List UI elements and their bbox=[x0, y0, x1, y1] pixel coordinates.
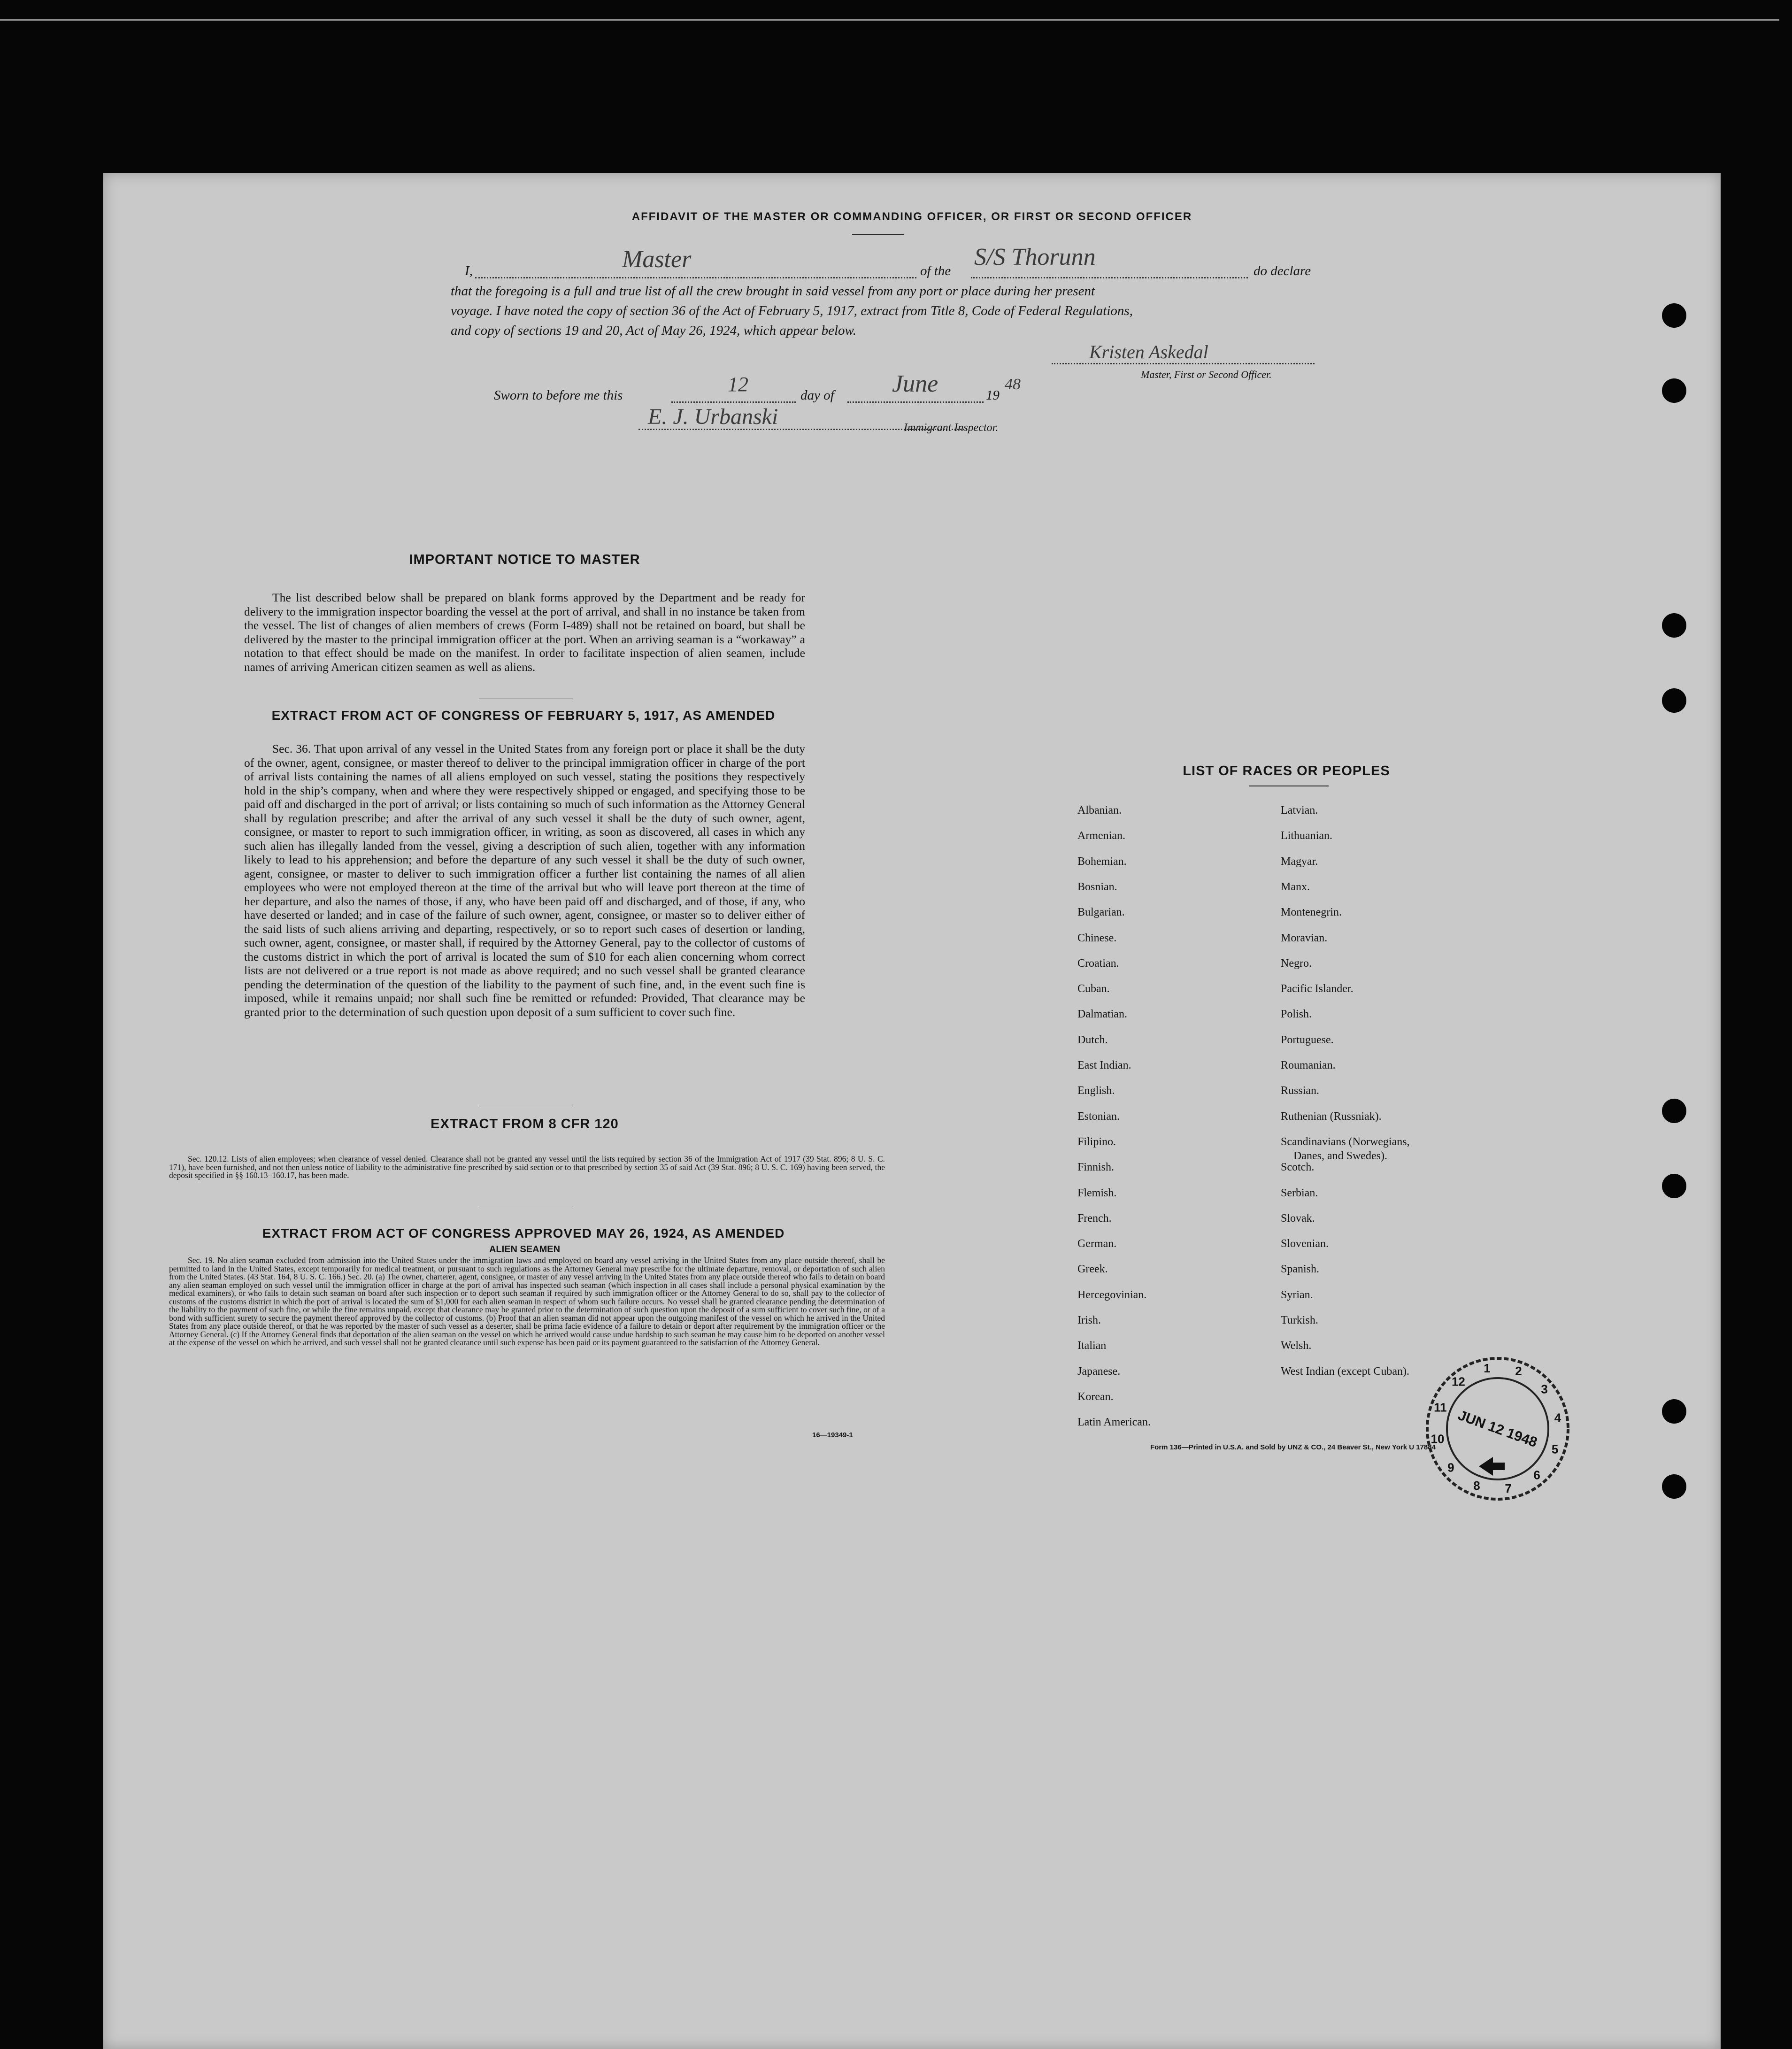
punch-hole bbox=[1662, 1099, 1686, 1123]
race-item: Armenian. bbox=[1077, 830, 1125, 842]
race-item: Negro. bbox=[1281, 957, 1312, 970]
race-item: Danes, and Swedes). bbox=[1293, 1149, 1387, 1162]
scan-edge-line bbox=[0, 19, 1779, 21]
race-item: Italian bbox=[1077, 1340, 1107, 1352]
vessel-blank bbox=[971, 277, 1248, 278]
race-item: Bulgarian. bbox=[1077, 906, 1125, 919]
race-item: Ruthenian (Russniak). bbox=[1281, 1110, 1382, 1123]
race-item: West Indian (except Cuban). bbox=[1281, 1365, 1409, 1378]
race-item: Dalmatian. bbox=[1077, 1008, 1127, 1021]
race-item: Scandinavians (Norwegians, bbox=[1281, 1135, 1410, 1148]
cfr-body: Sec. 120.12. Lists of alien employees; when clearance of vessel denied. Clearance shall not be granted any vessel until the lists required by section 36 of the Immigration Act of 1917 (39 Stat. 896; 8 U. S. C. 171), have been furnished, and not then unless notice of liability to the administrative fine prescribed by said section or to that prescribed by section 35 of said Act (39 Stat. 896; 8 U. S. C. 169) having been served, the deposit specified in §§ 160.13–160.17, has been made. bbox=[169, 1154, 885, 1180]
cfr-title: EXTRACT FROM 8 CFR 120 bbox=[431, 1117, 619, 1132]
race-item: Latin American. bbox=[1077, 1416, 1151, 1429]
race-item: Portuguese. bbox=[1281, 1033, 1334, 1046]
punch-hole bbox=[1662, 1174, 1686, 1198]
race-item: Filipino. bbox=[1077, 1135, 1116, 1148]
race-item: Slovenian. bbox=[1281, 1238, 1329, 1250]
stamp-ring-number: 10 bbox=[1431, 1432, 1445, 1446]
affidavit-title: AFFIDAVIT OF THE MASTER OR COMMANDING OFFICER, OR FIRST OR SECOND OFFICER bbox=[631, 210, 1192, 223]
race-item: Croatian. bbox=[1077, 957, 1119, 970]
race-item: Japanese. bbox=[1077, 1365, 1121, 1378]
affidavit-of-the: of the bbox=[920, 263, 951, 278]
stamp-ring-number: 5 bbox=[1551, 1442, 1559, 1456]
race-item: Manx. bbox=[1281, 880, 1310, 893]
signature-blank bbox=[1052, 363, 1315, 364]
race-item: Moravian. bbox=[1281, 932, 1328, 944]
sworn-label: Sworn to before me this bbox=[494, 388, 623, 403]
stamp-ring-number: 3 bbox=[1541, 1382, 1548, 1396]
race-item: Welsh. bbox=[1281, 1340, 1312, 1352]
affidavit-line-2: that the foregoing is a full and true list of all the crew brought in said vessel from any port or place during her present bbox=[451, 284, 1095, 299]
race-item: French. bbox=[1077, 1212, 1112, 1225]
race-item: Montenegrin. bbox=[1281, 906, 1342, 919]
day-of-label: day of bbox=[800, 388, 834, 403]
stamp-ring-number: 4 bbox=[1554, 1410, 1561, 1425]
race-item: Chinese. bbox=[1077, 932, 1117, 944]
month-blank bbox=[847, 401, 984, 403]
handwritten-day: 12 bbox=[728, 373, 748, 396]
day-blank bbox=[671, 401, 796, 403]
race-item: Slovak. bbox=[1281, 1212, 1315, 1225]
punch-hole bbox=[1662, 688, 1686, 713]
race-item: Syrian. bbox=[1281, 1288, 1313, 1301]
date-stamp bbox=[1423, 1354, 1573, 1504]
punch-hole bbox=[1662, 378, 1686, 403]
race-item: East Indian. bbox=[1077, 1059, 1131, 1071]
race-item: Hercegovinian. bbox=[1077, 1288, 1147, 1301]
races-title: LIST OF RACES OR PEOPLES bbox=[1183, 763, 1390, 778]
race-item: Turkish. bbox=[1281, 1314, 1318, 1326]
race-item: Bohemian. bbox=[1077, 855, 1127, 868]
race-item: Korean. bbox=[1077, 1390, 1114, 1403]
form-footer: Form 136—Printed in U.S.A. and Sold by UNZ & CO., 24 Beaver St., New York U 17884 bbox=[1150, 1443, 1436, 1451]
race-item: Dutch. bbox=[1077, 1033, 1108, 1046]
race-item: German. bbox=[1077, 1238, 1117, 1250]
affidavit-do-declare: do declare bbox=[1254, 263, 1311, 278]
affidavit-i-label: I, bbox=[465, 263, 473, 278]
affidavit-line-4: and copy of sections 19 and 20, Act of May 26, 1924, which appear below. bbox=[451, 323, 856, 338]
race-item: Scotch. bbox=[1281, 1161, 1315, 1174]
race-item: Estonian. bbox=[1077, 1110, 1120, 1123]
race-item: Cuban. bbox=[1077, 983, 1110, 995]
act-1924-subtitle: ALIEN SEAMEN bbox=[489, 1244, 561, 1255]
race-item: Spanish. bbox=[1281, 1263, 1320, 1276]
inspector-caption: Immigrant Inspector. bbox=[904, 422, 999, 434]
notice-title: IMPORTANT NOTICE TO MASTER bbox=[409, 552, 640, 567]
punch-hole bbox=[1662, 303, 1686, 328]
punch-hole bbox=[1662, 1474, 1686, 1499]
handwritten-vessel: S/S Thorunn bbox=[974, 244, 1096, 270]
race-item: Flemish. bbox=[1077, 1186, 1117, 1199]
stamp-arrow-icon bbox=[1479, 1457, 1505, 1476]
race-item: Serbian. bbox=[1281, 1186, 1318, 1199]
stamp-ring-number: 2 bbox=[1515, 1363, 1522, 1378]
notice-body: The list described below shall be prepared on blank forms approved by the Department and be ready for delivery to the immigration inspector boarding the vessel at the port of arrival, and shall in no instance be taken from the vessel. The list of changes of alien members of crews (Form I-489) shall not be retained on board, but shall be delivered by the master to the principal immigration officer at the port. When an arriving seaman is a “workaway” a notation to that effect should be made on the manifest. In order to facilitate inspection of alien seamen, include names of arriving American citizen seamen as well as aliens. bbox=[244, 591, 805, 674]
stamp-ring-number: 7 bbox=[1505, 1481, 1512, 1496]
race-item: Lithuanian. bbox=[1281, 830, 1332, 842]
stamp-ring-number: 8 bbox=[1473, 1479, 1480, 1493]
race-item: Pacific Islander. bbox=[1281, 983, 1354, 995]
race-item: Greek. bbox=[1077, 1263, 1108, 1276]
act-1924-body: Sec. 19. No alien seaman excluded from admission into the United States under the immigration laws and employed on board any vessel arriving in the United States from any place outside thereof, shall be permitted to land in the United States, except temporarily for medical treatment, or pursuant to such regulations as the Attorney General may prescribe for the ultimate departure, removal, or deportation of such alien from the United States. (43 Stat. 164, 8 U. S. C. 166.) Sec. 20. (a) The owner, charterer, agent, consignee, or master of any vessel arriving in the United States from any place outside thereof who fails to detain on board any alien seaman employed on such vessel until the immigration officer in charge at the port of arrival has inspected such seaman (which inspection in all cases shall include a personal physical examination by the medical examiners), or who fails to detain such seaman on board after such inspection or to deport such seaman if required by such immigration officer or the Attorney General to do so, shall pay to the collector of customs of the customs district in which the port of arrival is located the sum of $1,000 for each alien seaman in respect of whom such failure occurs. No vessel shall be granted clearance pending the determination of the liability to the payment of such fine, or while the fine remains unpaid, except that clearance may be granted prior to the determination of such question upon the deposit of a sum sufficient to cover such fine, or of a bond with sufficient surety to secure the payment thereof approved by the collector of customs. (b) Proof that an alien seaman did not appear upon the outgoing manifest of the vessel on which he arrived in the United States from any place outside thereof, or that he was reported by the master of such vessel as a deserter, shall be prima facie evidence of a failure to detain or deport after requirement by the immigration officer or the Attorney General. (c) If the Attorney General finds that deportation of the alien seaman on the vessel on which he arrived would cause undue hardship to such seaman he may cause him to be deported on another vessel at the expense of the vessel on which he arrived, and such vessel shall not be granted clearance until such expense has been paid or its payment guaranteed to the satisfaction of the Attorney General. bbox=[169, 1256, 885, 1347]
stamp-ring-number: 1 bbox=[1484, 1361, 1491, 1375]
stamp-date: JUN 12 1948 bbox=[1456, 1407, 1539, 1451]
race-item: Albanian. bbox=[1077, 804, 1122, 817]
race-item: Irish. bbox=[1077, 1314, 1101, 1326]
act-1917-title: EXTRACT FROM ACT OF CONGRESS OF FEBRUARY 5, 1917, AS AMENDED bbox=[271, 708, 776, 723]
affidavit-line-3: voyage. I have noted the copy of section 36 of the Act of February 5, 1917, extract from Title 8, Code of Federal Regulations, bbox=[451, 303, 1133, 318]
handwritten-month: June bbox=[892, 370, 938, 397]
name-blank bbox=[475, 277, 916, 278]
stamp-ring-number: 12 bbox=[1451, 1374, 1465, 1389]
punch-hole bbox=[1662, 1399, 1686, 1424]
inspector-signature: E. J. Urbanski bbox=[648, 404, 778, 429]
punch-hole bbox=[1662, 613, 1686, 638]
master-signature: Kristen Askedal bbox=[1089, 341, 1208, 362]
act-1917-body: Sec. 36. That upon arrival of any vessel in the United States from any foreign port or place it shall be the duty of the owner, agent, consignee, or master thereof to deliver to the principal immigration officer in charge of the port of arrival lists containing the names of all aliens employed on such vessel, stating the positions they respectively hold in the ship’s company, when and where they were respectively shipped or engaged, and specifying those to be paid off and discharged in the port of arrival; or lists containing so much of such information as the Attorney General shall by regulation prescribe; and after the arrival of any such vessel it shall be the duty of such owner, agent, consignee, or master to report to such immigration officer, in writing, as soon as discovered, all cases in which any such alien has illegally landed from the vessel, giving a description of such alien, together with any information likely to lead to his apprehension; and before the departure of any such vessel it shall be the duty of such owner, agent, consignee, or master to deliver to such immigration officer a further list containing the names of all alien employees who were not employed thereon at the time of the arrival but who will leave port thereon at the time of her departure, and also the names of those, if any, who have been paid off and discharged, and of those, if any, who have deserted or landed; and in case of the failure of such owner, agent, consignee, or master so to deliver either of the said lists of such aliens arriving and departing, respectively, or so to report such cases of desertion or landing, such owner, agent, consignee, or master shall, if required by the Attorney General, pay to the collector of customs of the customs district in which the port of arrival is located the sum of $10 for each alien concerning whom correct lists are not delivered or a true report is not made as above required; and no such vessel shall be granted clearance pending the determination of the question of the liability to the payment of such fine, and, in the event such fine is imposed, while it remains unpaid; nor shall such fine be remitted or refunded: Provided, That clearance may be granted prior to the determination of such question upon deposit of a sum sufficient to cover such fine. bbox=[244, 742, 805, 1019]
race-item: Polish. bbox=[1281, 1008, 1312, 1021]
race-item: Bosnian. bbox=[1077, 880, 1117, 893]
race-item: Roumanian. bbox=[1281, 1059, 1336, 1071]
document-page bbox=[103, 173, 1721, 2049]
master-caption: Master, First or Second Officer. bbox=[1141, 369, 1272, 380]
stamp-ring-number: 6 bbox=[1533, 1468, 1540, 1482]
race-item: Latvian. bbox=[1281, 804, 1318, 817]
handwritten-year: 48 bbox=[1005, 376, 1021, 393]
title-rule bbox=[852, 234, 904, 235]
stamp-ring-number: 9 bbox=[1447, 1460, 1454, 1475]
handwritten-name: Master bbox=[622, 246, 692, 273]
stamp-ring-number: 11 bbox=[1434, 1400, 1447, 1415]
year-prefix: 19 bbox=[986, 388, 1000, 403]
race-item: Magyar. bbox=[1281, 855, 1318, 868]
act-1924-title: EXTRACT FROM ACT OF CONGRESS APPROVED MAY 26, 1924, AS AMENDED bbox=[262, 1226, 785, 1240]
form-code: 16—19349-1 bbox=[812, 1431, 853, 1439]
race-item: Russian. bbox=[1281, 1085, 1320, 1097]
race-item: English. bbox=[1077, 1085, 1115, 1097]
race-item: Finnish. bbox=[1077, 1161, 1115, 1174]
